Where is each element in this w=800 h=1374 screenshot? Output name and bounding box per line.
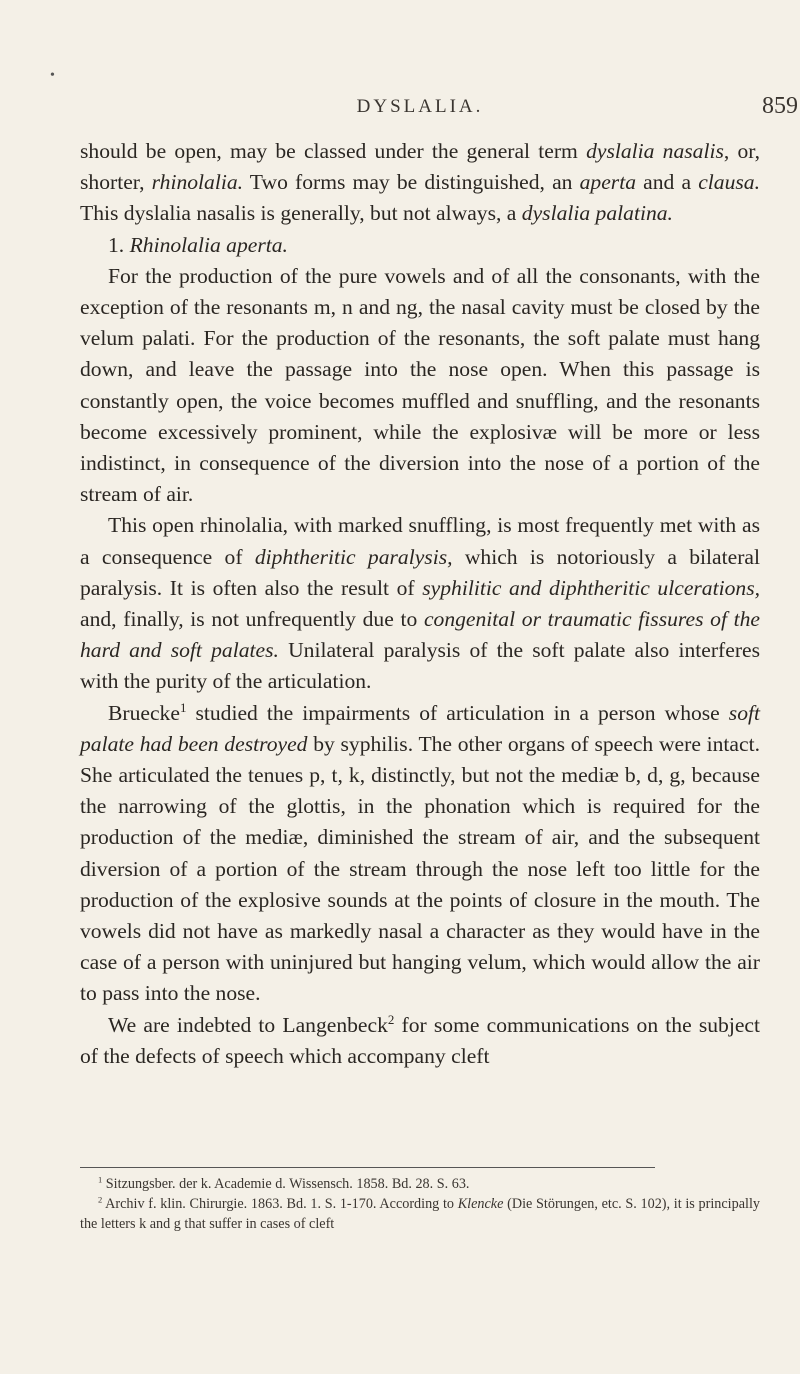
italic-term: soft palate had been destroyed <box>80 700 760 756</box>
text-span: Sitzungsber. der k. Academie d. Wissensch. 1858. Bd. 28. S. 63. <box>102 1176 470 1192</box>
body-text <box>80 136 760 1072</box>
text-span: (Die Störungen, etc. S. 102), it is principally the letters k and g that suffer in cases of cleft <box>80 1196 760 1232</box>
footnote-mark: 2 <box>98 1194 103 1205</box>
italic-term: aperta <box>579 170 637 195</box>
text-span: and, finally, is not unfrequently due to <box>80 607 424 632</box>
paragraph-1 <box>80 136 760 230</box>
text-span: studied the impairments of articulation in a person whose <box>186 700 729 725</box>
page-header <box>80 93 798 126</box>
text-span: For the production of the pure vowels and of all the consonants, with the exception of the resonants m, n and ng, the nasal cavity must be closed by the velum palati. For the production of the resonants, the soft palate must hang down, and leave the passage into the nose open. When this passage is constantly open, the voice becomes muffled and snuffling, and the resonants become excessively prominent, while the explosivæ will be more or less indistinct, in consequence of the diversion into the nose of a portion of the stream of air. <box>80 263 760 507</box>
italic-term: Rhinolalia aperta. <box>129 232 288 257</box>
text-span: , or, shorter, <box>80 139 760 195</box>
paragraph-3 <box>80 261 760 511</box>
italic-term: diphtheritic paralysis, <box>254 544 453 569</box>
italic-term: dyslalia palatina. <box>521 201 673 226</box>
text-span: Unilateral paralysis of the soft palate also interferes with the purity of the articulation. <box>80 638 760 694</box>
paragraph-4 <box>80 510 760 697</box>
page-number: 859 <box>762 93 798 119</box>
text-span: This open rhinolalia, with marked snuffling, is most frequently met with as a consequence of <box>80 513 760 569</box>
stray-ink-mark: • <box>50 68 55 83</box>
text-span: 1. <box>108 232 130 257</box>
text-span: should be open, may be classed under the general term <box>80 139 587 163</box>
italic-term: Klencke <box>457 1196 504 1212</box>
footnote-mark: 1 <box>98 1174 103 1185</box>
text-span: This dyslalia nasalis is generally, but not always, a <box>80 201 522 226</box>
footnotes <box>80 1174 760 1234</box>
text-span: Two forms may be distinguished, an <box>243 170 580 195</box>
italic-term: rhinolalia. <box>151 170 244 195</box>
footnote-1 <box>80 1174 760 1194</box>
footnote-ref-2: 2 <box>387 1011 395 1027</box>
text-span: for some communications on the subject of the defects of speech which accompany cleft <box>80 1012 760 1068</box>
italic-term: congenital or traumatic fissures of the hard and soft palates. <box>80 607 761 663</box>
paragraph-6 <box>80 1010 760 1072</box>
running-head: DYSLALIA. <box>356 96 484 117</box>
text-span: Bruecke <box>108 700 180 725</box>
footnote-ref-1: 1 <box>179 699 187 715</box>
text-span: We are indebted to Langenbeck <box>108 1012 388 1037</box>
text-span: Archiv f. klin. Chirurgie. 1863. Bd. 1. S. 1-170. According to <box>102 1196 458 1212</box>
text-span: and a <box>636 170 699 195</box>
paragraph-5 <box>80 698 760 1010</box>
text-span: by syphilis. The other organs of speech were intact. She articulated the tenues p, t, k, distinctly, but not the mediæ b, d, g, because the narrowing of the glottis, in the phonation which is required for the production of the mediæ, diminished the stream of air, and the subsequent diversion of a portion of the stream through the nose left too little for the production of the explosive sounds at the points of closure in the mouth. The vowels did not have as markedly nasal a character as they would have in the case of a person with uninjured but hanging velum, which would allow the air to pass into the nose. <box>80 731 760 1006</box>
italic-term: syphilitic and diphtheritic ulcerations, <box>422 575 760 600</box>
section-heading-rhinolalia-aperta <box>80 230 760 261</box>
italic-term: dyslalia nasalis <box>586 139 724 163</box>
text-span: which is notoriously a bilateral paralysis. It is often also the result of <box>80 544 760 600</box>
footnote-2 <box>80 1194 760 1234</box>
italic-term: clausa. <box>698 170 760 195</box>
footnote-divider <box>80 1167 655 1168</box>
